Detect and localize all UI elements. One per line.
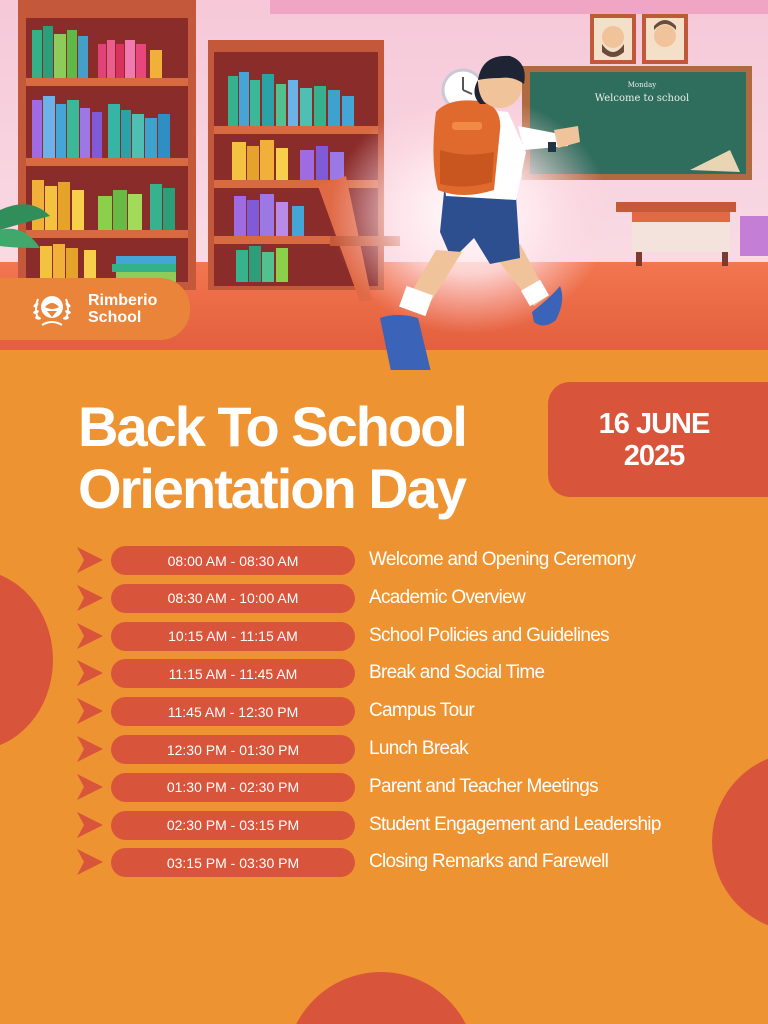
- schedule-event: Parent and Teacher Meetings: [369, 775, 598, 797]
- arrow-bullet-icon: [77, 736, 103, 762]
- schedule-event: Closing Remarks and Farewell: [369, 851, 609, 873]
- school-name-line1: Rimberio: [88, 292, 158, 309]
- schedule-time: 08:00 AM - 08:30 AM: [111, 546, 355, 575]
- schedule-row: [0, 809, 768, 841]
- schedule-row: [0, 582, 768, 614]
- schedule-event: Student Engagement and Leadership: [369, 813, 661, 835]
- date-line2: 2025: [623, 439, 685, 472]
- schedule-time: 01:30 PM - 02:30 PM: [111, 773, 355, 802]
- schedule-event: Welcome and Opening Ceremony: [369, 549, 636, 570]
- school-name: [88, 292, 178, 326]
- schedule-time: 10:15 AM - 11:15 AM: [111, 622, 355, 651]
- schedule-time: 11:15 AM - 11:45 AM: [111, 659, 355, 688]
- schedule-row: [0, 733, 768, 765]
- schedule-row: [0, 657, 768, 689]
- board-day: Monday: [627, 81, 657, 89]
- schedule-time: 12:30 PM - 01:30 PM: [111, 735, 355, 764]
- schedule-event: Break and Social Time: [369, 662, 545, 684]
- arrow-bullet-icon: [77, 812, 103, 838]
- schedule-event: Campus Tour: [369, 700, 474, 722]
- school-logo: [0, 278, 190, 340]
- event-date: [548, 382, 768, 497]
- date-line1: 16 JUNE: [598, 407, 710, 440]
- board-message: Welcome to school: [594, 93, 690, 104]
- schedule-event: Academic Overview: [369, 586, 525, 608]
- schedule-time: 11:45 AM - 12:30 PM: [111, 697, 355, 726]
- title-line1: Back To School: [78, 395, 466, 458]
- arrow-bullet-icon: [77, 660, 103, 686]
- school-name-line2: School: [88, 309, 142, 326]
- schedule-row: [0, 544, 768, 576]
- schedule-time: 08:30 AM - 10:00 AM: [111, 584, 355, 613]
- arrow-bullet-icon: [77, 849, 103, 875]
- schedule-event: School Policies and Guidelines: [369, 624, 609, 646]
- schedule-time: 02:30 PM - 03:15 PM: [111, 811, 355, 840]
- schedule-row: [0, 695, 768, 727]
- schedule-event: Lunch Break: [369, 738, 468, 759]
- schedule-time: 03:15 PM - 03:30 PM: [111, 848, 355, 877]
- schedule-row: [0, 846, 768, 878]
- arrow-bullet-icon: [77, 623, 103, 649]
- schedule-row: [0, 771, 768, 803]
- arrow-bullet-icon: [77, 698, 103, 724]
- arrow-bullet-icon: [77, 547, 103, 573]
- school-emblem-icon: [28, 285, 76, 333]
- arrow-bullet-icon: [77, 585, 103, 611]
- schedule-row: [0, 620, 768, 652]
- decorative-circle-bottom: [286, 972, 476, 1024]
- title-line2: Orientation Day: [78, 457, 465, 520]
- page-title: [78, 396, 548, 520]
- arrow-bullet-icon: [77, 774, 103, 800]
